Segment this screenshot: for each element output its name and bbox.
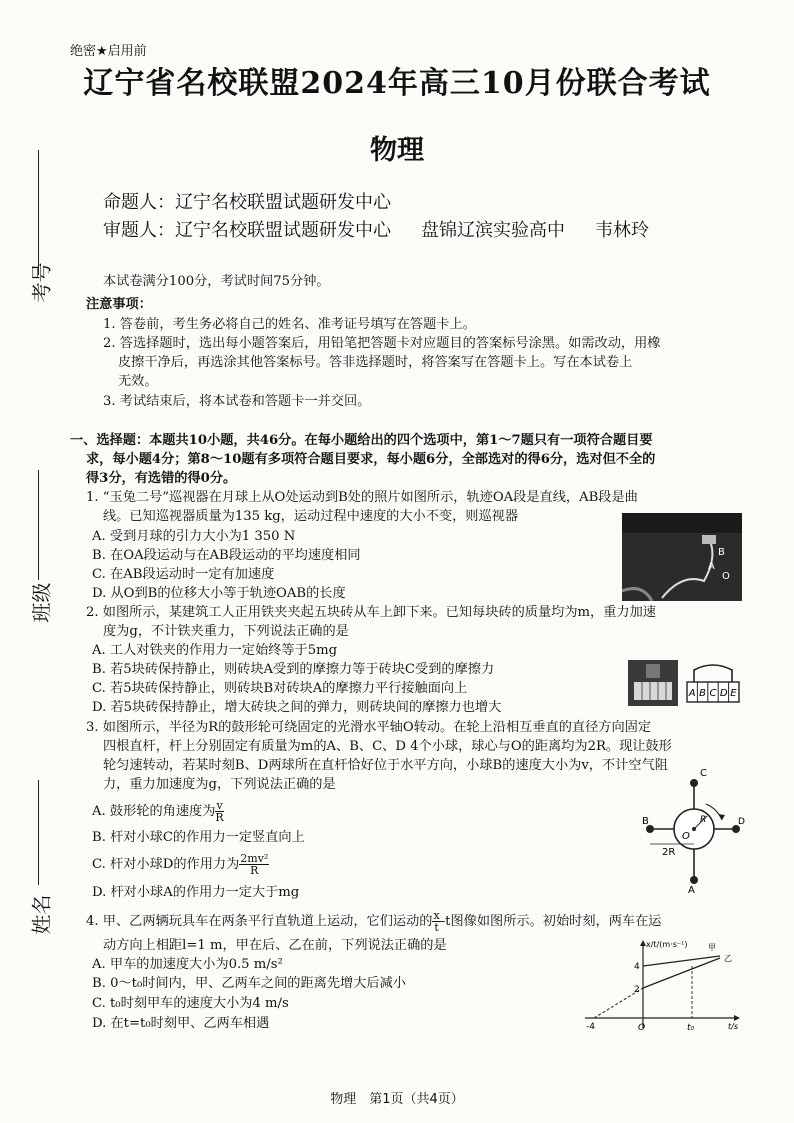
q4-option-a: A. 甲车的加速度大小为0.5 m/s² <box>92 957 283 972</box>
name-label: 姓名 <box>29 894 54 935</box>
q2-option-b: B. 若5块砖保持静止，则砖块A受到的摩擦力等于砖块C受到的摩擦力 <box>92 662 495 677</box>
q1-track-figure <box>622 513 742 601</box>
reviewer-school: 盘锦辽滨实验高中 <box>421 220 565 241</box>
q4-option-b: B. 0～t₀时间内，甲、乙两车之间的距离先增大后减小 <box>92 976 406 991</box>
q4-y-axis-label: x/t/(m·s⁻¹) <box>646 940 688 949</box>
intro-text: 本试卷满分100分，考试时间75分钟。 <box>103 274 330 289</box>
q2-stem-1: 2. 如图所示，某建筑工人正用铁夹夹起五块砖从车上卸下来。已知每块砖的质量均为m，重力加速 <box>86 605 656 620</box>
q2-option-c: C. 若5块砖保持静止，则砖块B对砖块A的摩擦力平行接触面向上 <box>92 681 468 696</box>
q3-fig-label-2r: 2R <box>662 847 676 858</box>
q3-fig-label-r: R <box>700 815 707 825</box>
q3-option-a: A. 鼓形轮的角速度为 $\frac{v}{R}$ <box>92 799 224 824</box>
q1-fig-label-o: O <box>722 571 730 582</box>
subject-title: 物理 <box>370 135 424 166</box>
q1-option-b: B. 在OA段运动与在AB段运动的平均速度相同 <box>92 548 361 563</box>
q3-fig-label-a: A <box>688 885 695 896</box>
q3-stem-2: 四根直杆，杆上分别固定有质量为m的A、B、C、D 4个小球，球心与O的距离均为2R。现让鼓形 <box>103 739 672 754</box>
q4-stem-fraction: $\frac{x}{t}$ <box>433 909 440 934</box>
q4-tick-t0: t₀ <box>687 1023 695 1032</box>
note-2a: 2. 答选择题时，选出每小题答案后，用铅笔把答题卡对应题目的答案标号涂黑。如需改动，用橡 <box>103 336 661 351</box>
q3-drum-figure <box>638 768 748 898</box>
q3-fig-label-d: D <box>738 817 745 827</box>
brick-label-d: D <box>719 688 728 699</box>
exam-title: 辽宁省名校联盟2024年高三10月份联合考试 <box>83 66 711 101</box>
q4-tick-4: 4 <box>634 962 640 972</box>
q2-stem-2: 度为g，不计铁夹重力，下列说法正确的是 <box>103 624 349 639</box>
q1-option-c: C. 在AB段运动时一定有加速度 <box>92 567 275 582</box>
q4-origin: O <box>638 1023 646 1032</box>
q3-stem-4: 力，重力加速度为g，下列说法正确的是 <box>103 777 336 792</box>
q2-worker-photo <box>628 660 678 706</box>
q2-option-a: A. 工人对铁夹的作用力一定始终等于5mg <box>92 643 338 658</box>
q4-x-axis-label: t/s <box>728 1022 738 1031</box>
q2-option-d: D. 若5块砖保持静止，增大砖块之间的弹力，则砖块间的摩擦力也增大 <box>92 700 502 715</box>
name-line <box>38 780 39 885</box>
brick-label-b: B <box>699 688 706 699</box>
exam-no-label: 考号 <box>29 262 54 303</box>
q4-graph <box>580 936 745 1032</box>
brick-label-c: C <box>709 688 717 699</box>
section1-line1: 一、选择题：本题共10小题，共46分。在每小题给出的四个选项中，第1～7题只有一项符合题目要 <box>70 433 653 448</box>
page-footer: 物理 第1页（共4页） <box>330 1092 464 1107</box>
brick-label-e: E <box>730 688 737 699</box>
section1-line3: 得3分，有选错的得0分。 <box>86 471 237 486</box>
setter-line: 命题人：辽宁名校联盟试题研发中心 <box>103 192 391 213</box>
section1-line2: 求，每小题4分；第8～10题有多项符合题目要求，每小题6分，全部选对的得6分，选对但不全的 <box>86 452 656 467</box>
q1-rover-photo <box>622 513 742 601</box>
q3-option-c: C. 杆对小球D的作用力为 $\frac{\text{2mv²}}{R}$ <box>92 852 269 877</box>
q1-fig-label-a: A <box>708 561 715 572</box>
q4-label-jia: 甲 <box>708 943 716 952</box>
q3-stem-3: 轮匀速转动，若某时刻B、D两球所在直杆恰好位于水平方向，小球B的速度大小为v，不计空气阻 <box>103 758 668 773</box>
notes-heading: 注意事项： <box>86 297 152 312</box>
q4-option-c: C. t₀时刻甲车的速度大小为4 m/s <box>92 996 289 1011</box>
q4-tick-2: 2 <box>634 985 640 995</box>
reviewer-line <box>103 216 649 242</box>
class-line <box>38 470 39 580</box>
q3-option-a-fraction: $\frac{v}{R}$ <box>215 799 224 824</box>
q4-stem-1: 4. 甲、乙两辆玩具车在两条平行直轨道上运动，它们运动的 $\frac{x}{t}$ -t图像如图所示。初始时刻，两车在运 <box>86 909 662 934</box>
q1-fig-label-b: B <box>718 547 725 558</box>
note-3: 3. 考试结束后，将本试卷和答题卡一并交回。 <box>103 394 371 409</box>
reviewer-name: 韦林玲 <box>595 220 649 241</box>
note-1: 1. 答卷前，考生务必将自己的姓名、准考证号填写在答题卡上。 <box>103 317 476 332</box>
note-2b: 皮擦干净后，再选涂其他答案标号。答非选择题时，将答案写在答题卡上。写在本试卷上 <box>118 355 633 370</box>
q3-fig-label-o: O <box>682 831 690 842</box>
class-label: 班级 <box>29 582 54 623</box>
note-2c: 无效。 <box>118 374 158 389</box>
q4-label-yi: 乙 <box>724 954 732 963</box>
q2-brick-figure <box>684 662 742 706</box>
q3-stem-1: 3. 如图所示，半径为R的鼓形轮可绕固定的光滑水平轴O转动。在轮上沿相互垂直的直径方向固定 <box>86 720 652 735</box>
exam-no-line <box>38 150 39 275</box>
q4-stem-2: 动方向上相距l=1 m，甲在后、乙在前，下列说法正确的是 <box>103 938 447 953</box>
confidential-mark: 绝密★启用前 <box>70 44 147 59</box>
reviewer-label: 审题人：辽宁名校联盟试题研发中心 <box>103 220 391 241</box>
q3-fig-label-b: B <box>642 816 649 827</box>
q1-stem-2: 线。已知巡视器质量为135 kg，运动过程中速度的大小不变，则巡视器 <box>103 509 519 524</box>
q3-option-d: D. 杆对小球A的作用力一定大于mg <box>92 885 300 900</box>
q3-option-b: B. 杆对小球C的作用力一定竖直向上 <box>92 830 305 845</box>
q1-option-a: A. 受到月球的引力大小为1 350 N <box>92 529 296 544</box>
brick-label-a: A <box>688 688 696 699</box>
q4-option-d: D. 在t=t₀时刻甲、乙两车相遇 <box>92 1016 270 1031</box>
q3-fig-label-c: C <box>700 768 707 779</box>
q1-stem-1: 1. “玉兔二号”巡视器在月球上从O处运动到B处的照片如图所示，轨迹OA段是直线，AB段是曲 <box>86 490 638 505</box>
q3-option-c-fraction: $\frac{\text{2mv²}}{R}$ <box>240 852 269 877</box>
q1-option-d: D. 从O到B的位移大小等于轨迹OAB的长度 <box>92 586 346 601</box>
q4-tick-minus4: -4 <box>586 1022 595 1032</box>
